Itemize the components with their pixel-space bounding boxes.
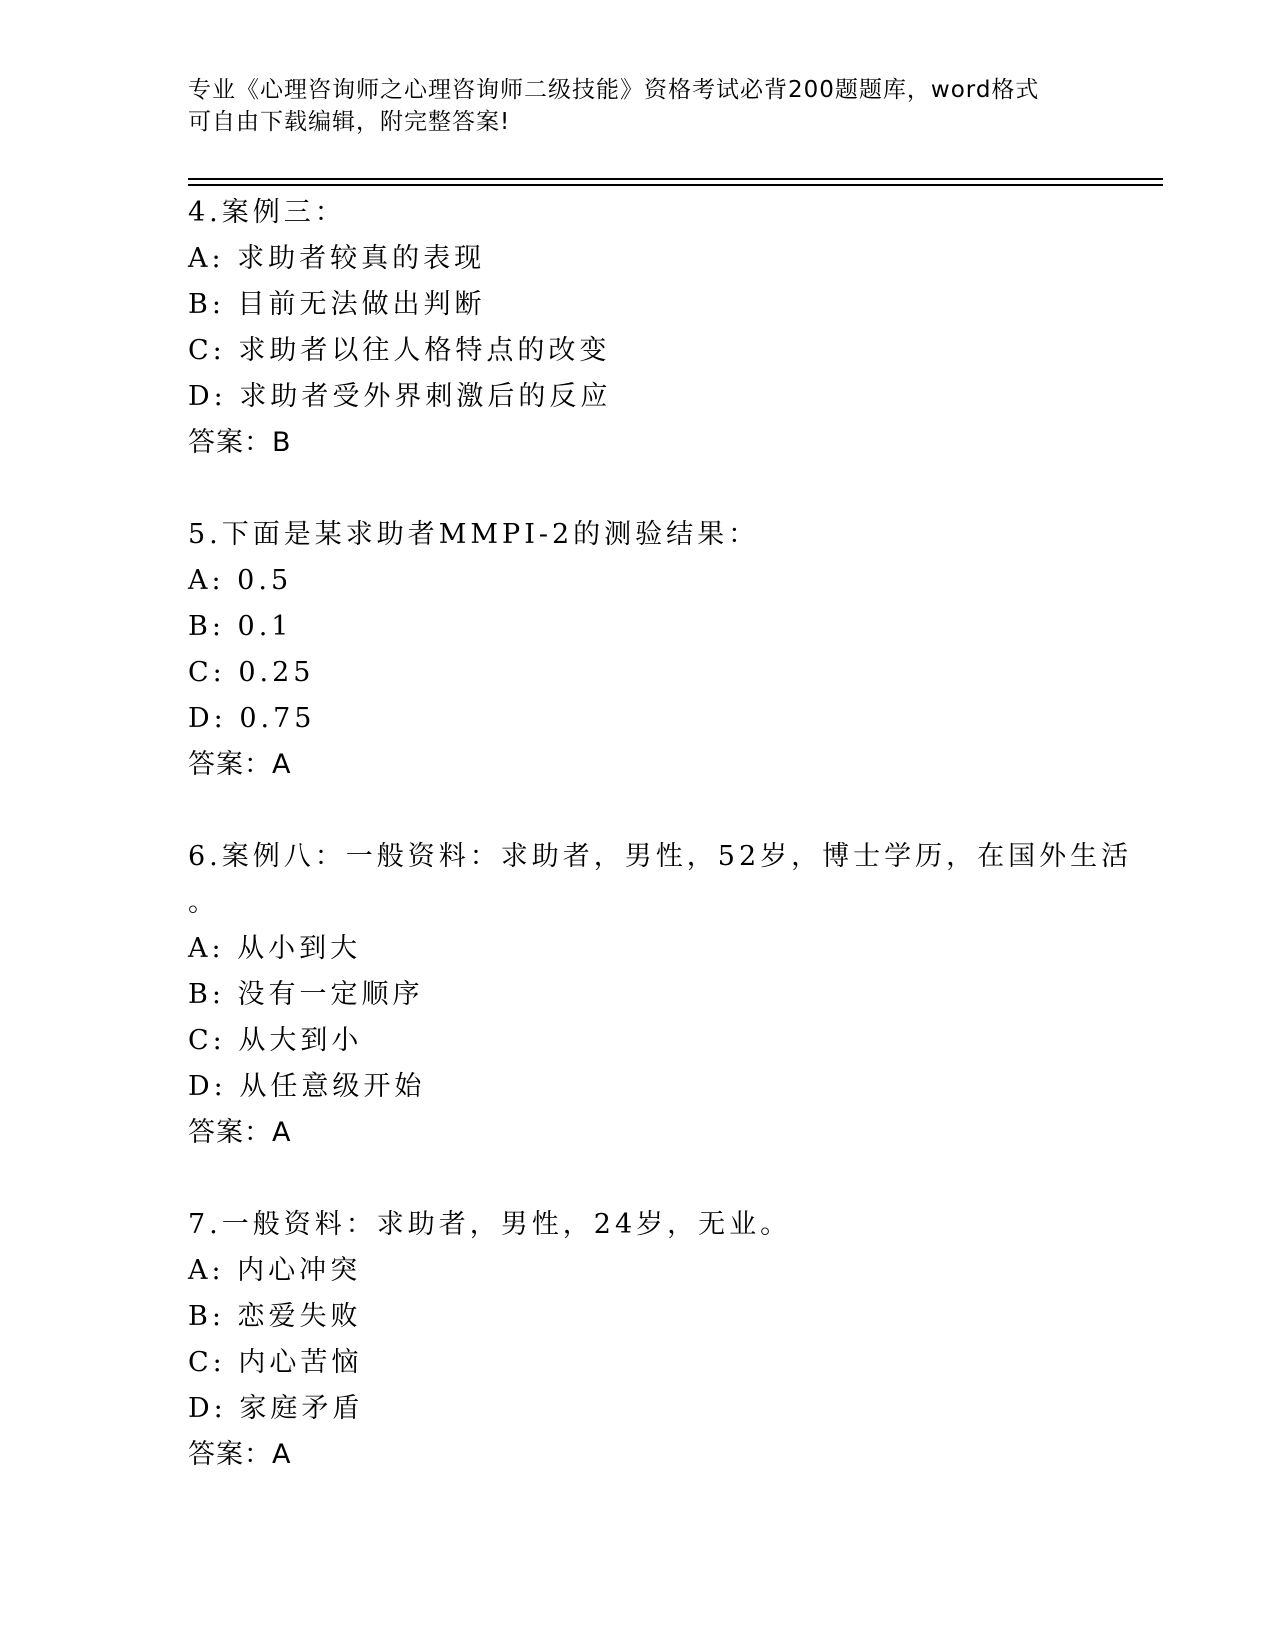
question-stem: 7.一般资料：求助者，男性，24岁，无业。 [188, 1209, 792, 1240]
option-d: D: 从任意级开始 [188, 1071, 426, 1102]
answer-line: 答案：A [188, 1439, 292, 1470]
header-line-1: 专业《心理咨询师之心理咨询师二级技能》资格考试必背200题题库，word格式 [188, 77, 1040, 103]
question-7 [188, 1202, 1088, 1478]
question-stem: 4.案例三： [188, 197, 346, 228]
option-a: A: 内心冲突 [188, 1255, 362, 1286]
option-d: D: 家庭矛盾 [188, 1393, 364, 1424]
option-c: C: 0.25 [188, 657, 315, 688]
option-d: D: 0.75 [188, 703, 316, 734]
question-5 [188, 512, 1088, 788]
document-header [188, 74, 1088, 138]
option-c: C: 求助者以往人格特点的改变 [188, 335, 611, 366]
answer-line: 答案：A [188, 1117, 292, 1148]
header-line-2: 可自由下载编辑，附完整答案! [188, 109, 511, 135]
answer-line: 答案：B [188, 427, 292, 458]
question-stem: 5.下面是某求助者MMPI-2的测验结果： [188, 519, 760, 550]
question-stem: 6.案例八：一般资料：求助者，男性，52岁，博士学历，在国外生活 [188, 841, 1133, 872]
option-b: B: 0.1 [188, 611, 293, 642]
question-6 [188, 834, 1133, 1156]
option-d: D: 求助者受外界刺激后的反应 [188, 381, 612, 412]
question-4 [188, 190, 1088, 466]
question-list [188, 190, 1133, 1524]
option-c: C: 内心苦恼 [188, 1347, 363, 1378]
option-b: B: 目前无法做出判断 [188, 289, 486, 320]
option-b: B: 恋爱失败 [188, 1301, 362, 1332]
answer-line: 答案：A [188, 749, 292, 780]
option-a: A: 求助者较真的表现 [188, 243, 486, 274]
option-c: C: 从大到小 [188, 1025, 363, 1056]
question-stem-continuation: 。 [188, 887, 215, 918]
header-divider-top [188, 178, 1163, 180]
option-a: A: 0.5 [188, 565, 293, 596]
header-divider-bottom [188, 184, 1163, 186]
option-a: A: 从小到大 [188, 933, 362, 964]
option-b: B: 没有一定顺序 [188, 979, 424, 1010]
